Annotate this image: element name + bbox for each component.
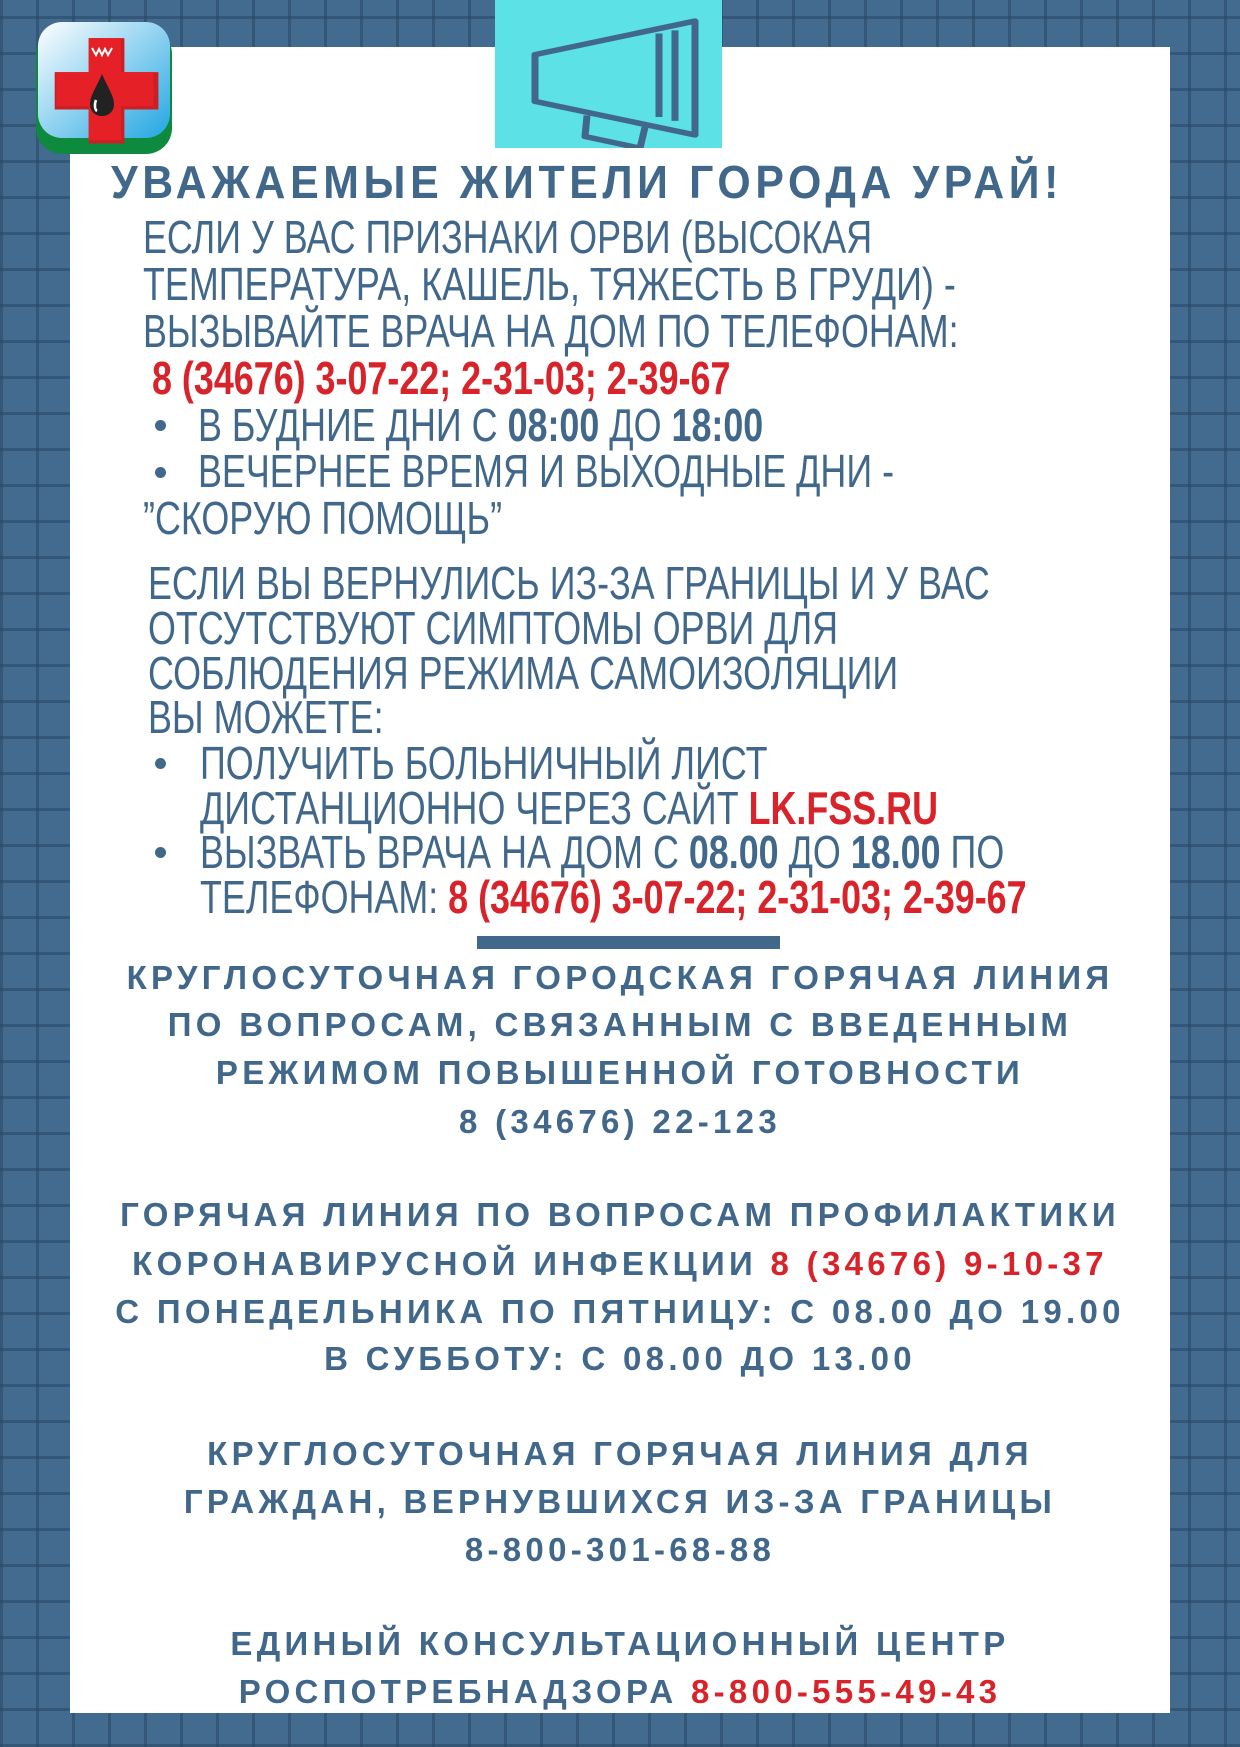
hotline-phone: 8 (34676) 22-123 [459, 1103, 781, 1140]
text-line: ДИСТАНЦИОННО ЧЕРЕЗ САЙТ LK.FSS.RU [200, 782, 938, 834]
hotline-text: КРУГЛОСУТОЧНАЯ ГОРОДСКАЯ ГОРЯЧАЯ ЛИНИЯ [126, 959, 1114, 996]
megaphone-icon [495, 0, 722, 148]
text-line: ЕСЛИ ВЫ ВЕРНУЛИСЬ ИЗ-ЗА ГРАНИЦЫ И У ВАС [148, 557, 990, 609]
text-line: ВЫЗВАТЬ ВРАЧА НА ДОМ С 08.00 ДО 18.00 ПО [200, 826, 1005, 878]
bullet [155, 420, 166, 431]
hotline-text: ПО ВОПРОСАМ, СВЯЗАННЫМ С ВВЕДЕННЫМ [167, 1006, 1073, 1043]
hotline-text: ЕДИНЫЙ КОНСУЛЬТАЦИОННЫЙ ЦЕНТР [230, 1625, 1010, 1662]
bullet [155, 758, 166, 769]
red-cross-with-drop-logo [36, 16, 173, 154]
text-line: ВЫЗЫВАЙТЕ ВРАЧА НА ДОМ ПО ТЕЛЕФОНАМ: [143, 305, 959, 357]
text-line: ТЕЛЕФОНАМ: 8 (34676) 3-07-22; 2-31-03; 2-39-67 [200, 871, 1027, 923]
text-line: ”СКОРУЮ ПОМОЩЬ” [143, 492, 503, 544]
site-link[interactable]: LK.FSS.RU [748, 782, 938, 834]
text-line: ПОЛУЧИТЬ БОЛЬНИЧНЫЙ ЛИСТ [200, 737, 768, 789]
text-line: СОБЛЮДЕНИЯ РЕЖИМА САМОИЗОЛЯЦИИ [148, 647, 899, 699]
text-line: ЕСЛИ У ВАС ПРИЗНАКИ ОРВИ (ВЫСОКАЯ [143, 211, 873, 263]
page-title: УВАЖАЕМЫЕ ЖИТЕЛИ ГОРОДА УРАЙ! [111, 156, 1064, 208]
hotline-text: РЕЖИМОМ ПОВЫШЕННОЙ ГОТОВНОСТИ [215, 1054, 1025, 1091]
bullet-evenings: ВЕЧЕРНЕЕ ВРЕМЯ И ВЫХОДНЫЕ ДНИ - [198, 445, 895, 497]
hotline-text: С ПОНЕДЕЛЬНИКА ПО ПЯТНИЦУ: С 08.00 ДО 19.00 [115, 1293, 1125, 1330]
text-line: ВЫ МОЖЕТЕ: [148, 691, 384, 743]
phone-numbers: 8 (34676) 3-07-22; 2-31-03; 2-39-67 [152, 352, 731, 404]
bullet [155, 847, 166, 858]
hotline-text: ГРАЖДАН, ВЕРНУВШИХСЯ ИЗ-ЗА ГРАНИЦЫ [183, 1483, 1057, 1520]
megaphone-box [495, 0, 722, 148]
hotline-text: КОРОНАВИРУСНОЙ ИНФЕКЦИИ 8 (34676) 9-10-37 [132, 1245, 1108, 1282]
hotline-phone: 8-800-301-68-88 [464, 1531, 776, 1568]
hotline-text: РОСПОТРЕБНАДЗОРА 8-800-555-49-43 [238, 1673, 1002, 1710]
hotline-text: В СУББОТУ: С 08.00 ДО 13.00 [324, 1340, 916, 1377]
text-line: ОТСУТСТВУЮТ СИМПТОМЫ ОРВИ ДЛЯ [148, 602, 839, 654]
clinic-logo [36, 16, 173, 154]
bullet-weekdays: В БУДНИЕ ДНИ С 08:00 ДО 18:00 [198, 399, 764, 451]
divider [477, 936, 780, 949]
text-line: ТЕМПЕРАТУРА, КАШЕЛЬ, ТЯЖЕСТЬ В ГРУДИ) - [143, 258, 956, 310]
hotline-text: КРУГЛОСУТОЧНАЯ ГОРЯЧАЯ ЛИНИЯ ДЛЯ [207, 1435, 1033, 1472]
hotline-text: ГОРЯЧАЯ ЛИНИЯ ПО ВОПРОСАМ ПРОФИЛАКТИКИ [120, 1196, 1120, 1233]
bullet [155, 467, 166, 478]
